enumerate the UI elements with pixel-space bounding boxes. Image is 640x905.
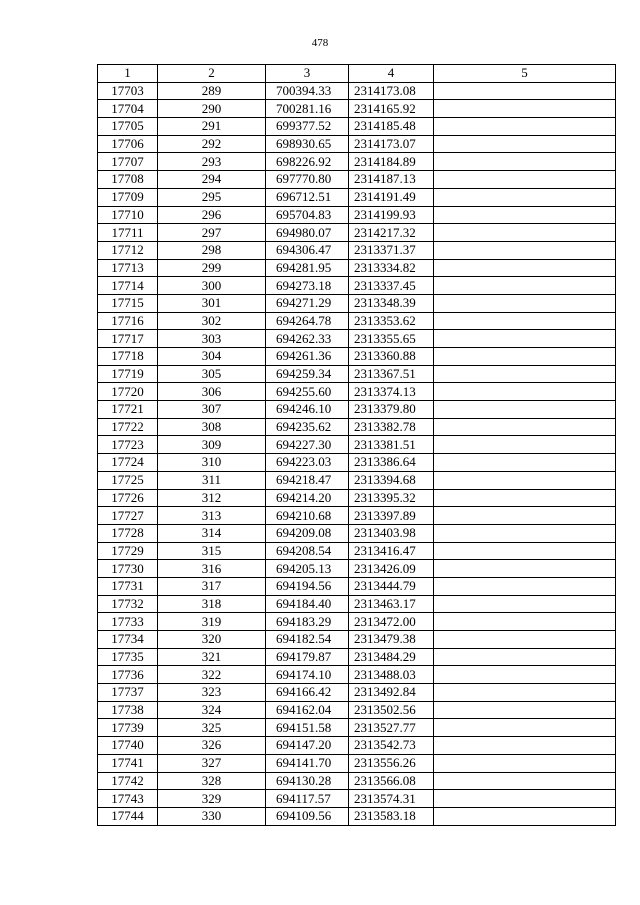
- table-cell: 17742: [98, 772, 158, 790]
- table-cell: 315: [158, 542, 266, 560]
- table-row: [98, 277, 616, 295]
- table-cell: 2314173.08: [349, 82, 434, 100]
- table-cell: 694208.54: [266, 542, 349, 560]
- table-cell: 322: [158, 666, 266, 684]
- table-cell: [434, 383, 616, 401]
- table-cell: 2313416.47: [349, 542, 434, 560]
- table-cell: 2314199.93: [349, 206, 434, 224]
- table-cell: 17705: [98, 118, 158, 136]
- table-cell: [434, 719, 616, 737]
- table-cell: 300: [158, 277, 266, 295]
- table-row: [98, 312, 616, 330]
- table-body: [98, 82, 616, 825]
- table-cell: 694281.95: [266, 259, 349, 277]
- table-cell: 17730: [98, 560, 158, 578]
- table-cell: 694194.56: [266, 577, 349, 595]
- table-cell: 2313367.51: [349, 365, 434, 383]
- table-cell: 17706: [98, 135, 158, 153]
- table-row: [98, 595, 616, 613]
- table-cell: 313: [158, 507, 266, 525]
- table-cell: 2313381.51: [349, 436, 434, 454]
- table-row: [98, 807, 616, 825]
- table-row: [98, 224, 616, 242]
- table-cell: [434, 153, 616, 171]
- table-cell: 17712: [98, 241, 158, 259]
- table-cell: 694218.47: [266, 471, 349, 489]
- table-cell: 326: [158, 737, 266, 755]
- table-cell: 318: [158, 595, 266, 613]
- table-cell: 694141.70: [266, 754, 349, 772]
- table-cell: 17725: [98, 471, 158, 489]
- table-cell: [434, 577, 616, 595]
- table-row: [98, 171, 616, 189]
- table-cell: [434, 595, 616, 613]
- table-cell: 694262.33: [266, 330, 349, 348]
- table-cell: 296: [158, 206, 266, 224]
- table-row: [98, 418, 616, 436]
- table-cell: 304: [158, 348, 266, 366]
- table-cell: 328: [158, 772, 266, 790]
- table-cell: 320: [158, 631, 266, 649]
- table-cell: 2313353.62: [349, 312, 434, 330]
- table-row: [98, 206, 616, 224]
- table-cell: [434, 648, 616, 666]
- table-row: [98, 401, 616, 419]
- table-cell: 694210.68: [266, 507, 349, 525]
- table-row: [98, 348, 616, 366]
- table-cell: 2314217.32: [349, 224, 434, 242]
- table-cell: [434, 188, 616, 206]
- table-cell: 295: [158, 188, 266, 206]
- table-cell: 2313463.17: [349, 595, 434, 613]
- table-cell: 291: [158, 118, 266, 136]
- table-row: [98, 118, 616, 136]
- table-cell: [434, 277, 616, 295]
- table-cell: [434, 135, 616, 153]
- table-cell: 2313502.56: [349, 701, 434, 719]
- table-cell: 694264.78: [266, 312, 349, 330]
- table-cell: 17739: [98, 719, 158, 737]
- table-cell: 327: [158, 754, 266, 772]
- table-cell: 2313379.80: [349, 401, 434, 419]
- table-cell: 17716: [98, 312, 158, 330]
- table-cell: [434, 684, 616, 702]
- table-row: [98, 241, 616, 259]
- table-cell: 329: [158, 790, 266, 808]
- table-cell: 694183.29: [266, 613, 349, 631]
- table-cell: 694214.20: [266, 489, 349, 507]
- table-cell: 17708: [98, 171, 158, 189]
- table-cell: [434, 330, 616, 348]
- table-cell: 2313426.09: [349, 560, 434, 578]
- table-cell: 310: [158, 454, 266, 472]
- table-cell: 694151.58: [266, 719, 349, 737]
- table-cell: 17737: [98, 684, 158, 702]
- table-cell: 694223.03: [266, 454, 349, 472]
- table-cell: [434, 507, 616, 525]
- table-cell: 694205.13: [266, 560, 349, 578]
- table-row: [98, 613, 616, 631]
- table-cell: 694174.10: [266, 666, 349, 684]
- table-cell: 2313527.77: [349, 719, 434, 737]
- table-cell: 309: [158, 436, 266, 454]
- table-cell: [434, 701, 616, 719]
- table-cell: [434, 82, 616, 100]
- table-cell: 2313371.37: [349, 241, 434, 259]
- table-cell: 2313492.84: [349, 684, 434, 702]
- column-header: 3: [266, 65, 349, 83]
- table-row: [98, 577, 616, 595]
- table-row: [98, 524, 616, 542]
- table-cell: 694162.04: [266, 701, 349, 719]
- table-cell: [434, 294, 616, 312]
- table-cell: 2313488.03: [349, 666, 434, 684]
- table-cell: 694117.57: [266, 790, 349, 808]
- table-cell: [434, 613, 616, 631]
- table-cell: 694130.28: [266, 772, 349, 790]
- table-cell: 694184.40: [266, 595, 349, 613]
- table-cell: 698226.92: [266, 153, 349, 171]
- table-cell: 694179.87: [266, 648, 349, 666]
- table-cell: 2313382.78: [349, 418, 434, 436]
- table-cell: 306: [158, 383, 266, 401]
- table-cell: 2313334.82: [349, 259, 434, 277]
- table-cell: 2313542.73: [349, 737, 434, 755]
- table-cell: 311: [158, 471, 266, 489]
- table-row: [98, 507, 616, 525]
- table-cell: [434, 560, 616, 578]
- table-cell: 694166.42: [266, 684, 349, 702]
- table-cell: 697770.80: [266, 171, 349, 189]
- table-cell: 2314165.92: [349, 100, 434, 118]
- table-cell: 17709: [98, 188, 158, 206]
- table-row: [98, 82, 616, 100]
- table-row: [98, 471, 616, 489]
- table-cell: 17721: [98, 401, 158, 419]
- table-cell: [434, 524, 616, 542]
- table-row: [98, 188, 616, 206]
- table-cell: [434, 418, 616, 436]
- table-cell: 17719: [98, 365, 158, 383]
- table-cell: 321: [158, 648, 266, 666]
- table-row: [98, 737, 616, 755]
- table-cell: 2314173.07: [349, 135, 434, 153]
- table-cell: 2313444.79: [349, 577, 434, 595]
- table-cell: 17727: [98, 507, 158, 525]
- table-row: [98, 135, 616, 153]
- table-cell: 324: [158, 701, 266, 719]
- table-cell: 2314191.49: [349, 188, 434, 206]
- table-cell: 292: [158, 135, 266, 153]
- table-cell: 17710: [98, 206, 158, 224]
- table-row: [98, 719, 616, 737]
- table-cell: 2313395.32: [349, 489, 434, 507]
- table-cell: 2313386.64: [349, 454, 434, 472]
- table-row: [98, 542, 616, 560]
- table-cell: 319: [158, 613, 266, 631]
- table-cell: [434, 454, 616, 472]
- table-cell: 305: [158, 365, 266, 383]
- table-cell: 694255.60: [266, 383, 349, 401]
- table-cell: [434, 807, 616, 825]
- table-cell: 17744: [98, 807, 158, 825]
- table-cell: 696712.51: [266, 188, 349, 206]
- table-cell: 17736: [98, 666, 158, 684]
- table-cell: 694235.62: [266, 418, 349, 436]
- table-cell: 694261.36: [266, 348, 349, 366]
- table-cell: 700281.16: [266, 100, 349, 118]
- table-cell: 17738: [98, 701, 158, 719]
- table-cell: [434, 754, 616, 772]
- table-cell: 17711: [98, 224, 158, 242]
- table-cell: 2313574.31: [349, 790, 434, 808]
- column-header: 4: [349, 65, 434, 83]
- table-cell: 2313360.88: [349, 348, 434, 366]
- table-cell: 301: [158, 294, 266, 312]
- table-cell: 17732: [98, 595, 158, 613]
- table-cell: 2313583.18: [349, 807, 434, 825]
- table-cell: 17724: [98, 454, 158, 472]
- table-cell: 302: [158, 312, 266, 330]
- table-header-row: [98, 65, 616, 83]
- table-row: [98, 666, 616, 684]
- table-cell: [434, 171, 616, 189]
- table-cell: [434, 206, 616, 224]
- table-cell: 17723: [98, 436, 158, 454]
- table-row: [98, 648, 616, 666]
- table-cell: [434, 489, 616, 507]
- table-row: [98, 754, 616, 772]
- table-cell: 298: [158, 241, 266, 259]
- table-cell: 2314187.13: [349, 171, 434, 189]
- table-cell: 2313348.39: [349, 294, 434, 312]
- table-cell: [434, 790, 616, 808]
- table-cell: 694273.18: [266, 277, 349, 295]
- table-cell: 2313472.00: [349, 613, 434, 631]
- table-cell: 694271.29: [266, 294, 349, 312]
- table-row: [98, 436, 616, 454]
- table-cell: 2313403.98: [349, 524, 434, 542]
- table-cell: 17722: [98, 418, 158, 436]
- table-cell: 694306.47: [266, 241, 349, 259]
- table-cell: [434, 772, 616, 790]
- table-cell: 323: [158, 684, 266, 702]
- table-cell: 700394.33: [266, 82, 349, 100]
- table-cell: 325: [158, 719, 266, 737]
- table-cell: [434, 224, 616, 242]
- table-row: [98, 560, 616, 578]
- table-cell: 316: [158, 560, 266, 578]
- table-row: [98, 489, 616, 507]
- table-cell: 694259.34: [266, 365, 349, 383]
- table-cell: 317: [158, 577, 266, 595]
- table-cell: 694227.30: [266, 436, 349, 454]
- column-header: 1: [98, 65, 158, 83]
- table-row: [98, 383, 616, 401]
- table-cell: 698930.65: [266, 135, 349, 153]
- table-cell: 17703: [98, 82, 158, 100]
- table-cell: 17714: [98, 277, 158, 295]
- table-cell: 2314184.89: [349, 153, 434, 171]
- table-cell: 2313355.65: [349, 330, 434, 348]
- coordinates-table: [97, 64, 616, 826]
- table-cell: 17726: [98, 489, 158, 507]
- table-cell: 17728: [98, 524, 158, 542]
- table-cell: 2313394.68: [349, 471, 434, 489]
- table-cell: 297: [158, 224, 266, 242]
- table-cell: 2313479.38: [349, 631, 434, 649]
- table-cell: [434, 100, 616, 118]
- table-cell: 17707: [98, 153, 158, 171]
- table-cell: 294: [158, 171, 266, 189]
- table-cell: 17733: [98, 613, 158, 631]
- table-cell: [434, 259, 616, 277]
- table-cell: 694182.54: [266, 631, 349, 649]
- table-cell: 289: [158, 82, 266, 100]
- table-cell: 2313397.89: [349, 507, 434, 525]
- table-cell: [434, 737, 616, 755]
- page-number: 478: [311, 37, 329, 49]
- table-cell: 17718: [98, 348, 158, 366]
- table-cell: 17741: [98, 754, 158, 772]
- table-cell: 308: [158, 418, 266, 436]
- table-cell: 17735: [98, 648, 158, 666]
- table-cell: [434, 666, 616, 684]
- table-row: [98, 772, 616, 790]
- table-cell: [434, 401, 616, 419]
- column-header: 5: [434, 65, 616, 83]
- table-row: [98, 294, 616, 312]
- table-row: [98, 454, 616, 472]
- table-cell: 695704.83: [266, 206, 349, 224]
- table-cell: 17740: [98, 737, 158, 755]
- table-cell: 17731: [98, 577, 158, 595]
- table-cell: 307: [158, 401, 266, 419]
- table-cell: 303: [158, 330, 266, 348]
- table-row: [98, 259, 616, 277]
- table-row: [98, 701, 616, 719]
- table-row: [98, 365, 616, 383]
- table-cell: 2313337.45: [349, 277, 434, 295]
- table-cell: [434, 312, 616, 330]
- table-row: [98, 330, 616, 348]
- table-cell: 694209.08: [266, 524, 349, 542]
- table-cell: 694147.20: [266, 737, 349, 755]
- table-cell: 694109.56: [266, 807, 349, 825]
- table-cell: 17743: [98, 790, 158, 808]
- table-cell: 330: [158, 807, 266, 825]
- table-cell: 312: [158, 489, 266, 507]
- table-cell: 2313374.13: [349, 383, 434, 401]
- table-cell: [434, 542, 616, 560]
- table-cell: [434, 348, 616, 366]
- table-cell: [434, 471, 616, 489]
- table-cell: 2313484.29: [349, 648, 434, 666]
- table-cell: 17717: [98, 330, 158, 348]
- table-cell: 694980.07: [266, 224, 349, 242]
- table-row: [98, 631, 616, 649]
- table-cell: [434, 631, 616, 649]
- table-cell: 699377.52: [266, 118, 349, 136]
- table-cell: 293: [158, 153, 266, 171]
- table-cell: 17720: [98, 383, 158, 401]
- table-cell: 694246.10: [266, 401, 349, 419]
- table-row: [98, 684, 616, 702]
- table-cell: 290: [158, 100, 266, 118]
- table-cell: 2313566.08: [349, 772, 434, 790]
- table-cell: 314: [158, 524, 266, 542]
- table-row: [98, 153, 616, 171]
- table-cell: 2313556.26: [349, 754, 434, 772]
- table-cell: 17713: [98, 259, 158, 277]
- column-header: 2: [158, 65, 266, 83]
- table-cell: 2314185.48: [349, 118, 434, 136]
- table-cell: [434, 118, 616, 136]
- table-cell: 17729: [98, 542, 158, 560]
- table-row: [98, 790, 616, 808]
- table-cell: [434, 436, 616, 454]
- table-cell: [434, 241, 616, 259]
- table-cell: [434, 365, 616, 383]
- table-row: [98, 100, 616, 118]
- table-cell: 299: [158, 259, 266, 277]
- table-cell: 17734: [98, 631, 158, 649]
- table-cell: 17715: [98, 294, 158, 312]
- table-cell: 17704: [98, 100, 158, 118]
